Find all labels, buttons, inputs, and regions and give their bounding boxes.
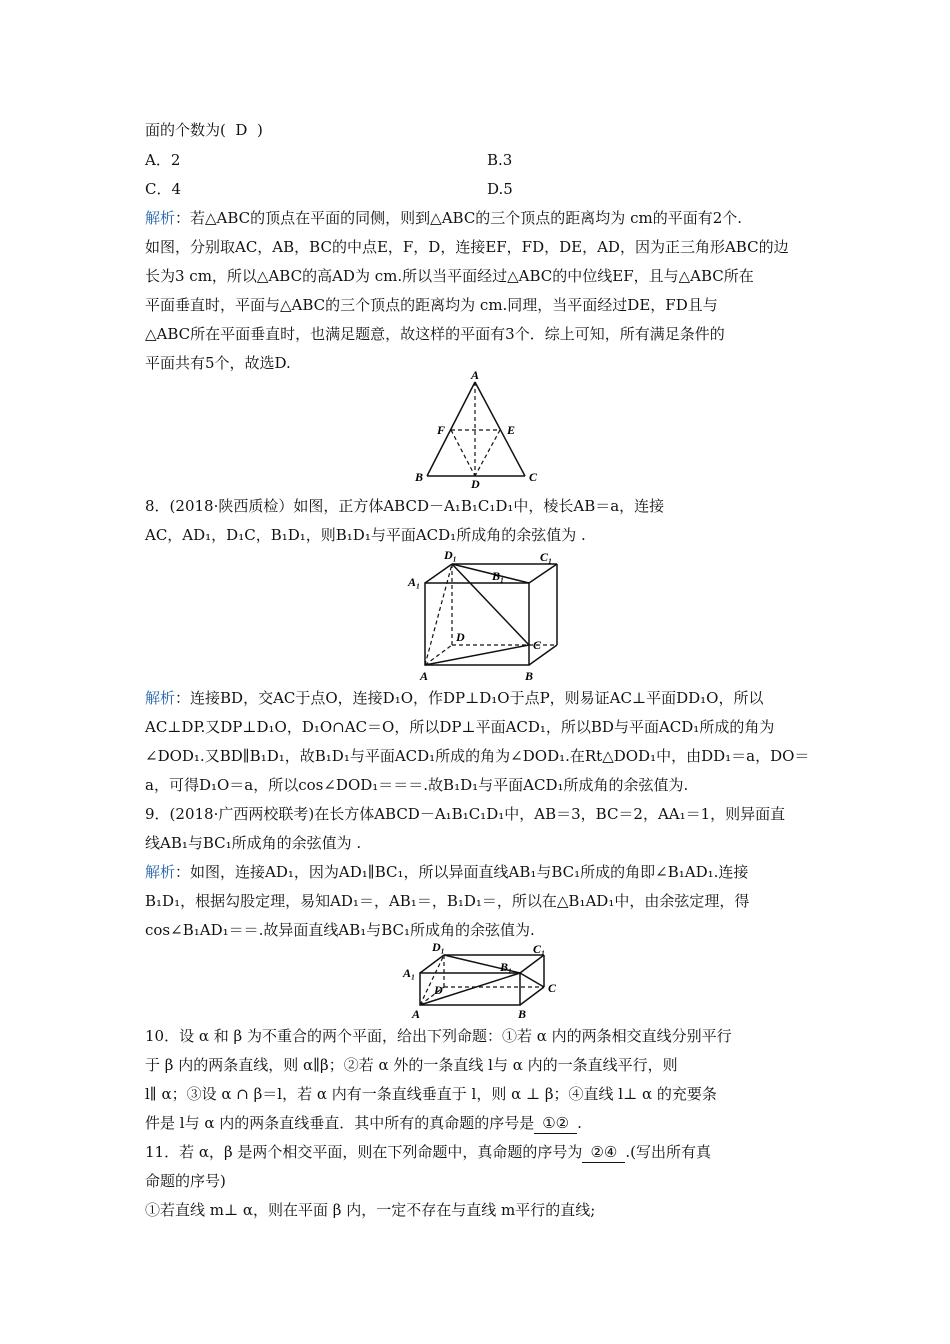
q11-answer-blank: ②④	[582, 1142, 625, 1163]
label-C1: C₁	[533, 942, 546, 956]
label-A: A	[471, 368, 480, 382]
q7-stem-tail: 面的个数为( D )	[145, 121, 263, 139]
cuboid-figure	[400, 940, 560, 1020]
q8-analysis-line: 解析：连接BD，交AC于点O，连接D₁O，作DP⊥D₁O于点P，则易证AC⊥平面DD₁O，所以	[145, 689, 764, 707]
q8-stem-line: 8．(2018·陕西质检）如图，正方体ABCD－A₁B₁C₁D₁中，棱长AB＝a，连接	[145, 497, 665, 515]
label-F: F	[437, 423, 446, 437]
q8-analysis-line: ∠DOD₁.又BD∥B₁D₁，故B₁D₁与平面ACD₁所成的角为∠DOD₁.在Rt△DOD₁中，由DD₁＝a，DO＝	[145, 747, 810, 765]
label-A1: A₁	[403, 966, 416, 980]
q7-answer: D	[235, 121, 248, 139]
label-B: B	[518, 1007, 527, 1020]
q7-analysis-line: 平面共有5个，故选D.	[145, 354, 291, 372]
label-D: D	[434, 983, 443, 997]
q8-analysis-line: a，可得D₁O＝a，所以cos∠DOD₁＝＝＝.故B₁D₁与平面ACD₁所成角的余弦值为.	[145, 776, 689, 794]
label-A1: A₁	[408, 575, 421, 589]
label-A: A	[412, 1007, 421, 1020]
label-C1: C₁	[540, 550, 553, 564]
label-B1: B₁	[500, 960, 513, 974]
label-C: C	[529, 470, 538, 484]
q8-analysis-line: AC⊥DP.又DP⊥D₁O，D₁O∩AC＝O，所以DP⊥平面ACD₁，所以BD与平面ACD₁所成的角为	[145, 718, 775, 736]
analysis-label: 解析	[145, 209, 176, 227]
label-A: A	[420, 669, 429, 683]
label-E: E	[507, 423, 516, 437]
q7-analysis-line: 解析：若△ABC的顶点在平面的同侧，则到△ABC的三个顶点的距离均为 cm的平面有2个.	[145, 209, 743, 227]
analysis-label: 解析	[145, 863, 176, 881]
q9-stem-line: 9．(2018·广西两校联考)在长方体ABCD－A₁B₁C₁D₁中，AB＝3，BC＝2，AA₁＝1，则异面直	[145, 805, 786, 823]
label-B1: B₁	[492, 569, 505, 583]
q7-option-d: D.5	[487, 180, 513, 198]
label-D1: D₁	[444, 548, 457, 562]
q7-analysis-line: 平面垂直时，平面与△ABC的三个顶点的距离均为 cm.同理，当平面经过DE，FD且与	[145, 296, 718, 314]
q9-analysis-line: 解析：如图，连接AD₁，因为AD₁∥BC₁，所以异面直线AB₁与BC₁所成的角即∠B₁AD₁.连接	[145, 863, 749, 881]
q10-stem-line: 10．设 α 和 β 为不重合的两个平面，给出下列命题：①若 α 内的两条相交直线分别平行	[145, 1027, 732, 1045]
label-C: C	[548, 981, 557, 995]
q9-stem-line: 线AB₁与BC₁所成角的余弦值为 .	[145, 834, 362, 852]
analysis-label: 解析	[145, 689, 176, 707]
label-B: B	[525, 669, 534, 683]
q10-stem-line: l∥ α；③设 α ∩ β＝l，若 α 内有一条直线垂直于 l，则 α ⊥ β；④直线 l⊥ α 的充要条	[145, 1085, 717, 1103]
label-D: D	[471, 477, 480, 488]
q11-stem-line: ①若直线 m⊥ α，则在平面 β 内，一定不存在与直线 m平行的直线;	[145, 1201, 596, 1219]
triangle-figure	[405, 368, 555, 488]
q7-option-b: B.3	[487, 151, 513, 169]
q9-analysis-line: cos∠B₁AD₁＝＝.故异面直线AB₁与BC₁所成角的余弦值为.	[145, 921, 535, 939]
q7-option-a: A．2	[145, 151, 181, 169]
q9-analysis-line: B₁D₁，根据勾股定理，易知AD₁＝，AB₁＝，B₁D₁＝，所以在△B₁AD₁中，由余弦定理，得	[145, 892, 750, 910]
q7-analysis-line: △ABC所在平面垂直时，也满足题意，故这样的平面有3个．综上可知，所有满足条件的	[145, 325, 725, 343]
q11-stem-line: 命题的序号)	[145, 1172, 226, 1190]
q7-analysis-line: 长为3 cm，所以△ABC的高AD为 cm.所以当平面经过△ABC的中位线EF，且与△ABC所在	[145, 267, 754, 285]
q10-stem-line: 件是 l与 α 内的两条直线垂直．其中所有的真命题的序号是 ①② .	[145, 1114, 582, 1132]
label-D: D	[456, 630, 465, 644]
q10-stem-line: 于 β 内的两条直线，则 α∥β；②若 α 外的一条直线 l与 α 内的一条直线平行，则	[145, 1056, 678, 1074]
label-D1: D₁	[432, 940, 445, 954]
cube-figure	[400, 548, 560, 683]
q7-analysis-line: 如图，分别取AC，AB，BC的中点E，F，D，连接EF，FD，DE，AD，因为正三角形ABC的边	[145, 238, 789, 256]
q7-option-c: C．4	[145, 180, 182, 198]
q10-answer-blank: ①②	[534, 1113, 577, 1134]
label-C: C	[533, 638, 542, 652]
q11-stem-line: 11．若 α，β 是两个相交平面，则在下列命题中，真命题的序号为 ②④ .(写出所有真	[145, 1143, 711, 1161]
label-B: B	[415, 470, 424, 484]
q8-stem-line: AC，AD₁，D₁C，B₁D₁，则B₁D₁与平面ACD₁所成角的余弦值为 .	[145, 526, 586, 544]
